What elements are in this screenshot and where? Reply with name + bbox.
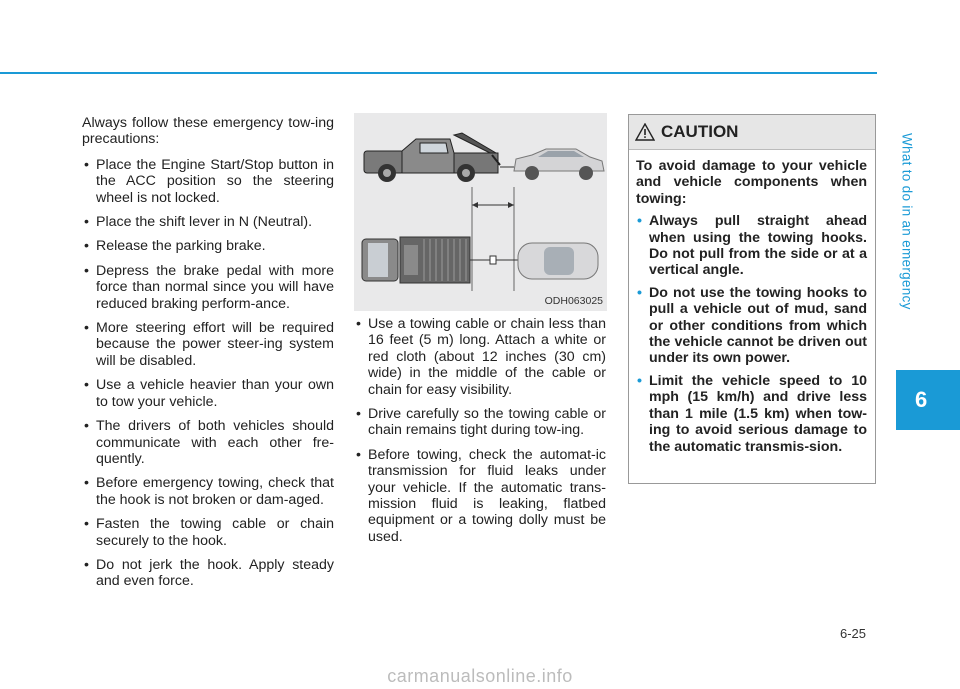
precautions-list — [82, 157, 334, 590]
list-item: • Before towing, check the automat-ic transmission for fluid leaks under your vehicle. If the automatic trans-mission fluid is leaking, flatbed equipment or a towing dolly must be used. — [354, 447, 606, 545]
chapter-tab[interactable] — [896, 370, 960, 430]
caution-intro: To avoid damage to your vehicle and vehicle components when towing: — [636, 158, 867, 207]
towing-tips-list — [354, 316, 606, 545]
list-item: • Fasten the towing cable or chain securely to the hook. — [82, 516, 334, 549]
caution-list — [636, 213, 867, 455]
watermark: carmanualsonline.info — [387, 665, 573, 686]
list-item: • Use a towing cable or chain less than 16 feet (5 m) long. Attach a white or red cloth (about 12 inches (30 cm) wide) in the middle of the cable or chain for easy visibility. — [354, 316, 606, 398]
caution-title: CAUTION — [661, 122, 739, 141]
caution-body — [629, 150, 875, 455]
tow-truck-top — [362, 237, 470, 283]
list-item: • Always pull straight ahead when using the towing hooks. Do not pull from the side or at a vertical angle. — [636, 213, 867, 279]
towed-car-side — [514, 149, 604, 180]
caution-box — [628, 114, 876, 484]
list-item: • Place the Engine Start/Stop button in the ACC position so the steering wheel is not locked. — [82, 157, 334, 206]
chapter-side-title: What to do in an emergency — [899, 132, 915, 310]
list-item: • Do not use the towing hooks to pull a vehicle out of mud, sand or other conditions from which the vehicle cannot be driven out under its own power. — [636, 285, 867, 367]
list-item: • Release the parking brake. — [82, 238, 334, 254]
warning-triangle-icon — [635, 123, 655, 141]
list-item: • The drivers of both vehicles should communicate with each other fre-quently. — [82, 418, 334, 467]
tow-truck-diagram — [354, 113, 607, 293]
list-item: • Drive carefully so the towing cable or chain remains tight during tow-ing. — [354, 406, 606, 439]
towed-car-top — [518, 243, 598, 279]
header-rule — [0, 72, 877, 74]
list-item: • Before emergency towing, check that the hook is not broken or dam-aged. — [82, 475, 334, 508]
list-item: • Use a vehicle heavier than your own to tow your vehicle. — [82, 377, 334, 410]
list-item: • Depress the brake pedal with more force than normal since you will have reduced braking perform-ance. — [82, 263, 334, 312]
caution-header — [629, 115, 875, 150]
page-number: 6-25 — [840, 626, 867, 641]
towing-illustration — [354, 113, 607, 311]
intro-paragraph: Always follow these emergency tow-ing precautions: — [82, 115, 334, 148]
figure-caption: ODH063025 — [544, 295, 603, 307]
list-item: • Limit the vehicle speed to 10 mph (15 km/h) and drive less than 1 mile (1.5 km) when tow-ing to avoid serious damage to the automatic transmis-sion. — [636, 373, 867, 455]
left-column — [82, 115, 334, 598]
list-item: • Do not jerk the hook. Apply steady and even force. — [82, 557, 334, 590]
middle-column — [354, 316, 606, 553]
list-item: • More steering effort will be required because the power steer-ing system will be disabled. — [82, 320, 334, 369]
list-item: • Place the shift lever in N (Neutral). — [82, 214, 334, 230]
chapter-number: 6 — [915, 387, 928, 412]
